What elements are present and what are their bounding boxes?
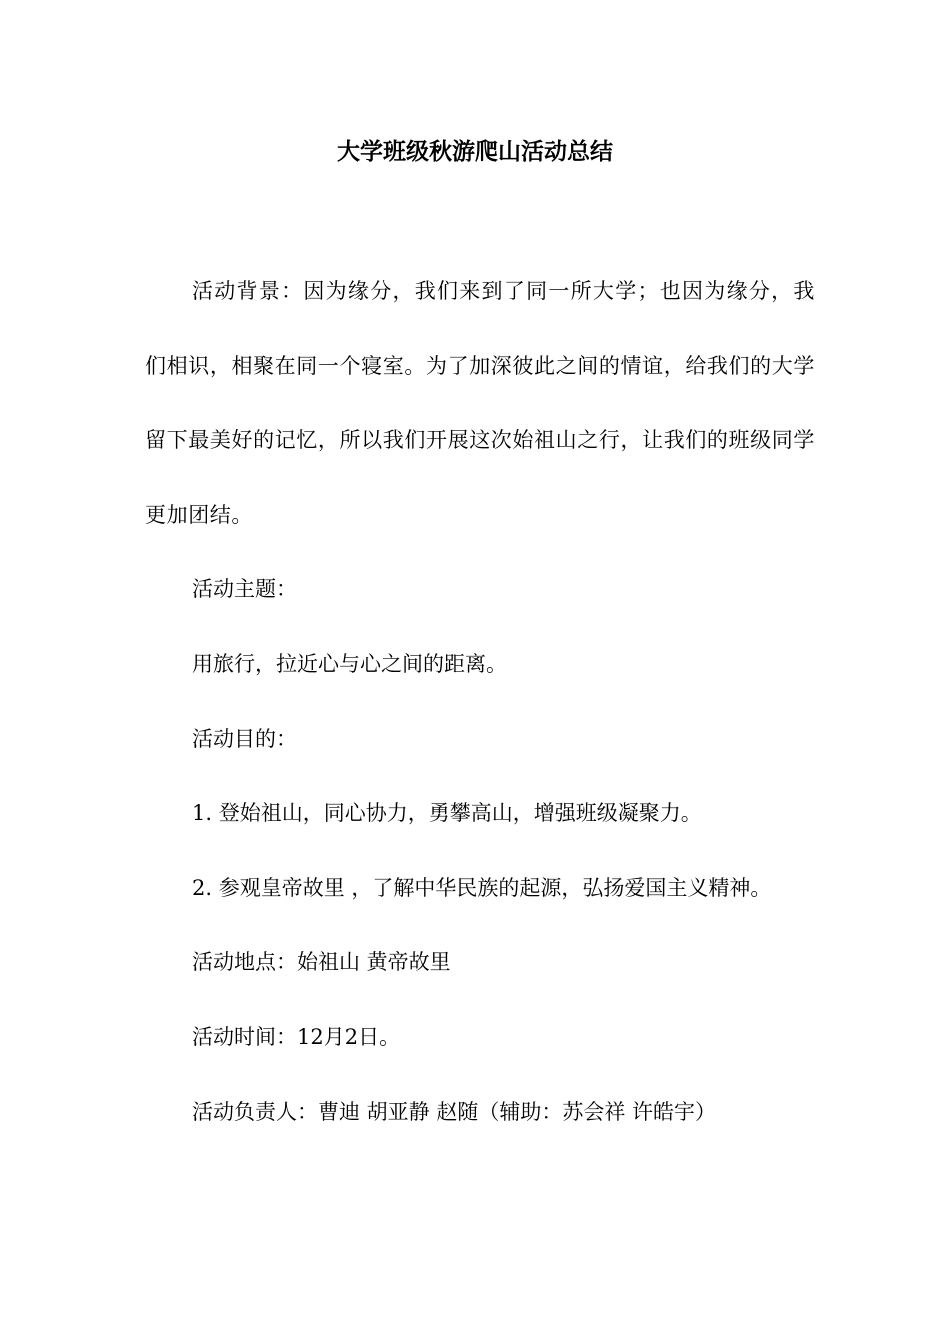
- paragraph-theme: 用旅行，拉近心与心之间的距离。: [192, 651, 507, 676]
- paragraph-purpose-1: 1. 登始祖山，同心协力，勇攀高山，增强班级凝聚力。: [192, 801, 702, 826]
- paragraph-purpose-2: 2. 参观皇帝故里 ，了解中华民族的起源，弘扬爱国主义精神。: [192, 875, 772, 900]
- document-title: 大学班级秋游爬山活动总结: [337, 139, 613, 165]
- paragraph-time: 活动时间：12月2日。: [192, 1024, 401, 1049]
- paragraph-location: 活动地点：始祖山 黄帝故里: [192, 950, 451, 975]
- paragraph-background: 活动背景：因为缘分，我们来到了同一所大学；也因为缘分，我们相识，相聚在同一个寝室。为了加深彼此之间的情谊，给我们的大学留下最美好的记忆，所以我们开展这次始祖山之行，让我们的班级同学更加团结。: [145, 279, 815, 527]
- document-body: [145, 254, 815, 1149]
- paragraph-theme-heading: 活动主题：: [192, 577, 297, 602]
- paragraph-organizers: 活动负责人：曹迪 胡亚静 赵随（辅助：苏会祥 许皓宇）: [192, 1099, 717, 1124]
- paragraph-purpose-heading: 活动目的：: [192, 726, 297, 751]
